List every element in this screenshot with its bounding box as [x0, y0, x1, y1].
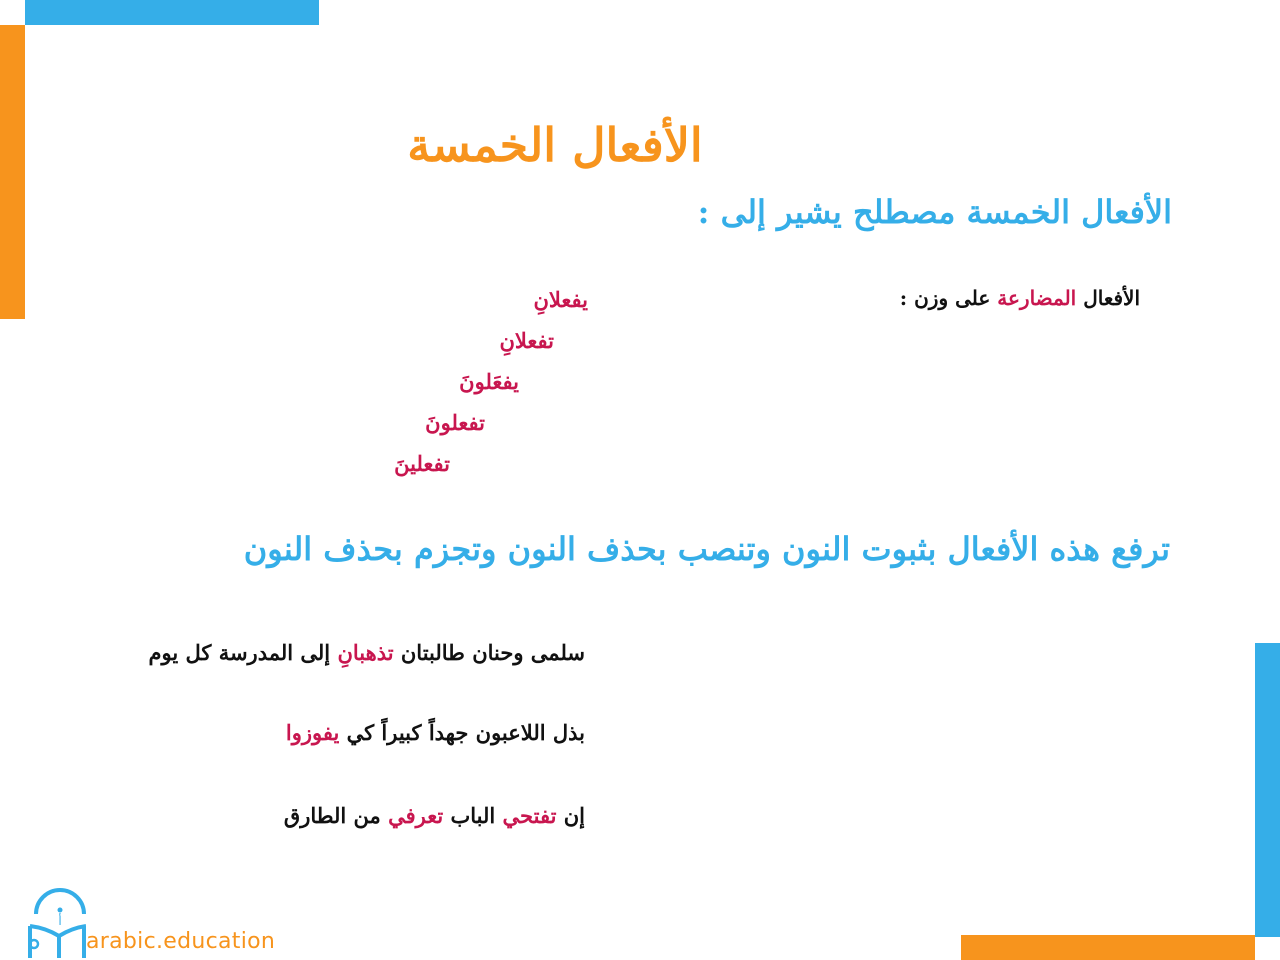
example-text: إلى المدرسة كل يوم — [148, 640, 338, 665]
verb-pattern-item: تفعلينَ — [394, 451, 450, 476]
example-verb: تفتحي — [502, 803, 557, 828]
decor-bar-right-blue — [1255, 643, 1280, 937]
example-sentence — [284, 803, 585, 828]
example-text: بذل اللاعبون جهداً كبيراً كي — [339, 720, 585, 745]
verb-pattern-item: تفعلونَ — [425, 410, 485, 435]
example-verb: تعرفي — [388, 803, 444, 828]
decor-bar-left-orange — [0, 25, 25, 319]
example-verb: تذهبانِ — [337, 640, 394, 665]
example-text: الباب — [443, 803, 503, 828]
logo-wordmark: arabic.education — [86, 929, 276, 954]
example-sentence — [148, 640, 585, 665]
pattern-label-highlight: المضارعة — [997, 286, 1077, 310]
example-text: من الطارق — [283, 803, 389, 828]
site-logo — [22, 878, 292, 958]
pattern-label-after: على وزن : — [899, 286, 998, 310]
book-reader-logo-icon — [22, 878, 86, 958]
verb-pattern-item: تفعلانِ — [499, 328, 554, 353]
svg-text:أ: أ — [58, 914, 62, 928]
pattern-label-before: الأفعال — [1076, 286, 1140, 310]
page-title: الأفعال الخمسة — [407, 118, 703, 172]
subtitle: الأفعال الخمسة مصطلح يشير إلى : — [697, 193, 1172, 231]
verb-pattern-item: يفعَلونَ — [459, 369, 519, 394]
grammar-rule: ترفع هذه الأفعال بثبوت النون وتنصب بحذف النون وتجزم بحذف النون — [243, 530, 1170, 568]
verb-pattern-item: يفعلانِ — [533, 287, 588, 312]
pattern-label — [900, 286, 1140, 310]
example-sentence — [286, 720, 585, 745]
example-verb: يفوزوا — [285, 720, 340, 745]
decor-bar-top-blue — [25, 0, 319, 25]
example-text: سلمى وحنان طالبتان — [393, 640, 585, 665]
example-text: إن — [556, 803, 585, 828]
decor-bar-bottom-orange — [961, 935, 1255, 960]
